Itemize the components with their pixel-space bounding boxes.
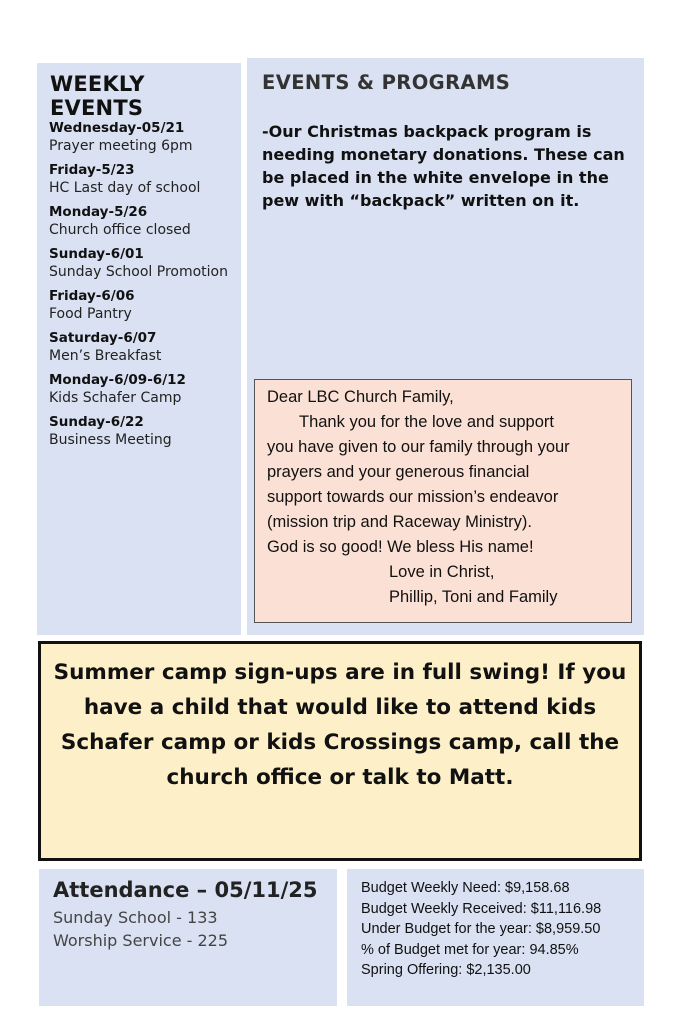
events-programs-title: EVENTS & PROGRAMS xyxy=(262,71,511,94)
under-budget-year: Under Budget for the year: $8,959.50 xyxy=(361,921,601,937)
sunday-school-attendance: Sunday School - 133 xyxy=(53,908,218,927)
list-item xyxy=(49,203,237,239)
summer-camp-text: Summer camp sign-ups are in full swing! If you have a child that would like to attend kids Schafer camp or kids Crossings camp, call the church office or talk to Matt. xyxy=(53,660,627,790)
budget-met-percent: % of Budget met for year: 94.85% xyxy=(361,941,579,958)
event-description: Food Pantry xyxy=(49,306,132,322)
letter-line: God is so good! We bless His name! xyxy=(267,538,534,556)
list-item xyxy=(49,413,237,449)
worship-service-attendance: Worship Service - 225 xyxy=(53,931,229,950)
spring-offering: Spring Offering: $2,135.00 xyxy=(361,962,531,978)
budget-list xyxy=(361,878,601,981)
event-description: Men’s Breakfast xyxy=(49,348,162,364)
letter-line: you have given to our family through your xyxy=(267,438,570,456)
letter-signature: Phillip, Toni and Family xyxy=(389,588,558,606)
event-date: Sunday-6/22 xyxy=(49,414,144,430)
event-date: Monday-5/26 xyxy=(49,204,148,220)
budget-panel xyxy=(347,869,644,1006)
attendance-panel xyxy=(39,869,337,1006)
attendance-title: Attendance – 05/11/25 xyxy=(53,878,318,902)
event-date: Friday-6/06 xyxy=(49,288,135,304)
event-description: Kids Schafer Camp xyxy=(49,390,182,406)
list-item xyxy=(49,161,237,197)
letter-line: prayers and your generous financial xyxy=(267,463,530,481)
list-item xyxy=(49,287,237,323)
letter-line: (mission trip and Raceway Ministry). xyxy=(267,513,532,531)
list-item xyxy=(49,329,237,365)
summer-camp-notice xyxy=(38,641,642,861)
event-date: Wednesday-05/21 xyxy=(49,120,185,136)
letter-greeting: Dear LBC Church Family, xyxy=(267,388,454,406)
event-date: Saturday-6/07 xyxy=(49,330,157,346)
event-description: Sunday School Promotion xyxy=(49,264,228,280)
event-description: Prayer meeting 6pm xyxy=(49,138,193,154)
weekly-events-list xyxy=(49,119,237,455)
list-item xyxy=(49,371,237,407)
weekly-events-title: WEEKLY EVENTS xyxy=(50,72,145,120)
budget-weekly-received: Budget Weekly Received: $11,116.98 xyxy=(361,900,602,917)
budget-weekly-need: Budget Weekly Need: $9,158.68 xyxy=(361,880,570,896)
event-date: Monday-6/09-6/12 xyxy=(49,372,186,388)
letter-closing: Love in Christ, xyxy=(389,563,495,581)
backpack-program-text: -Our Christmas backpack program is needing monetary donations. These can be placed in the white envelope in the pew with “backpack” written on it. xyxy=(262,122,625,210)
list-item xyxy=(49,245,237,281)
event-date: Friday-5/23 xyxy=(49,162,135,178)
event-description: Church office closed xyxy=(49,222,191,238)
event-date: Sunday-6/01 xyxy=(49,246,144,262)
weekly-events-panel xyxy=(37,63,241,635)
letter-line: support towards our mission’s endeavor xyxy=(267,488,559,506)
event-description: HC Last day of school xyxy=(49,180,201,196)
event-description: Business Meeting xyxy=(49,432,172,448)
letter-line: Thank you for the love and support xyxy=(299,413,554,431)
thank-you-letter xyxy=(254,379,632,623)
list-item xyxy=(49,119,237,155)
